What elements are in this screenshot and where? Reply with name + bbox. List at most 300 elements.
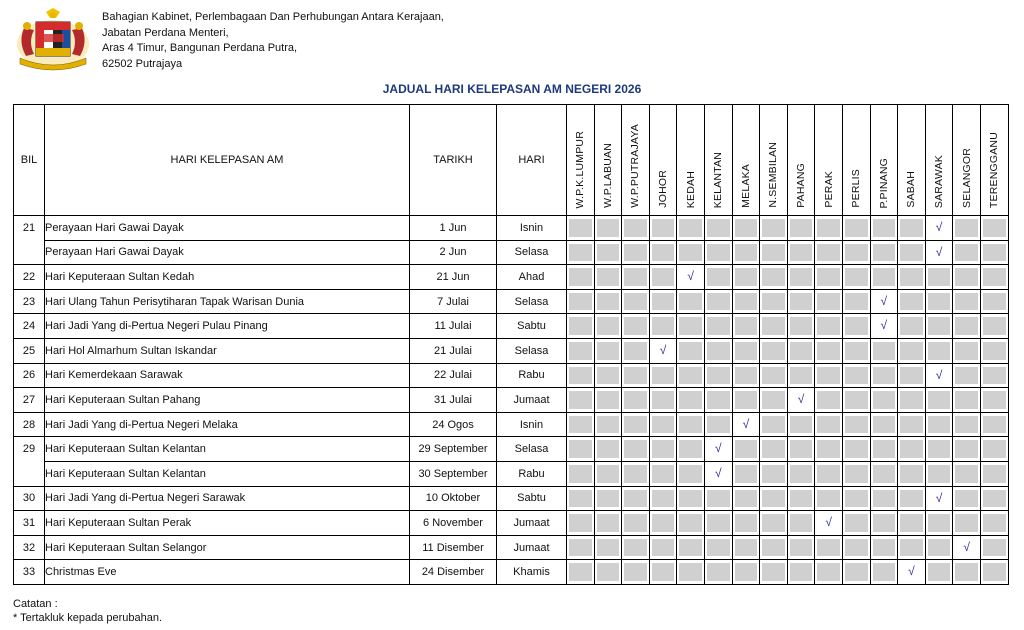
state-cell-fill bbox=[955, 563, 978, 581]
state-cell-fill bbox=[817, 367, 840, 385]
row-number: 24 bbox=[14, 314, 45, 339]
state-cell-fill bbox=[652, 244, 675, 262]
column-header-state bbox=[925, 105, 953, 216]
holiday-date: 21 Julai bbox=[410, 338, 497, 363]
state-cell bbox=[649, 216, 677, 241]
state-cell-fill bbox=[707, 490, 730, 508]
state-cell bbox=[649, 363, 677, 388]
state-cell-fill bbox=[900, 317, 923, 335]
state-cell-fill bbox=[652, 465, 675, 483]
state-cell-fill bbox=[873, 268, 896, 286]
holiday-name: Hari Hol Almarhum Sultan Iskandar bbox=[45, 338, 410, 363]
state-cell bbox=[870, 412, 898, 437]
state-cell-fill bbox=[955, 367, 978, 385]
state-cell bbox=[842, 388, 870, 413]
state-cell-fill bbox=[679, 293, 702, 311]
state-cell bbox=[760, 363, 788, 388]
state-label: KELANTAN bbox=[712, 151, 725, 208]
state-cell-fill bbox=[679, 244, 702, 262]
notes-item: * Tertakluk kepada perubahan. bbox=[13, 612, 163, 624]
state-cell bbox=[649, 461, 677, 486]
state-cell bbox=[815, 216, 843, 241]
state-cell-fill bbox=[983, 440, 1006, 458]
state-cell-fill bbox=[707, 391, 730, 409]
state-cell bbox=[815, 338, 843, 363]
state-cell-fill bbox=[597, 342, 620, 360]
table-row bbox=[14, 363, 1009, 388]
state-cell bbox=[567, 363, 595, 388]
column-header-date: TARIKH bbox=[410, 105, 497, 216]
row-number: 25 bbox=[14, 338, 45, 363]
state-cell-fill bbox=[955, 219, 978, 237]
state-cell-fill bbox=[845, 317, 868, 335]
state-cell bbox=[787, 240, 815, 265]
state-cell bbox=[842, 338, 870, 363]
state-cell bbox=[953, 412, 981, 437]
state-cell bbox=[870, 437, 898, 462]
state-cell bbox=[842, 363, 870, 388]
state-cell bbox=[760, 461, 788, 486]
state-cell bbox=[732, 486, 760, 511]
state-cell-fill bbox=[873, 514, 896, 532]
state-cell-fill bbox=[845, 342, 868, 360]
state-cell-fill bbox=[928, 514, 951, 532]
state-cell-fill bbox=[762, 440, 785, 458]
state-cell bbox=[815, 511, 843, 536]
table-row bbox=[14, 265, 1009, 290]
state-cell bbox=[787, 314, 815, 339]
state-cell bbox=[594, 240, 622, 265]
state-cell-fill bbox=[845, 244, 868, 262]
column-header-state bbox=[567, 105, 595, 216]
state-cell-fill bbox=[735, 219, 758, 237]
state-cell-fill bbox=[597, 440, 620, 458]
state-cell-fill bbox=[900, 539, 923, 557]
state-cell bbox=[622, 363, 650, 388]
holiday-name: Hari Jadi Yang di-Pertua Negeri Melaka bbox=[45, 412, 410, 437]
state-cell-fill bbox=[845, 391, 868, 409]
state-cell-fill bbox=[707, 514, 730, 532]
state-cell-fill bbox=[624, 391, 647, 409]
state-cell bbox=[953, 289, 981, 314]
state-cell-fill bbox=[790, 268, 813, 286]
state-cell bbox=[732, 265, 760, 290]
state-cell bbox=[898, 437, 926, 462]
state-cell-fill bbox=[735, 268, 758, 286]
column-header-state bbox=[704, 105, 732, 216]
state-cell-fill bbox=[900, 440, 923, 458]
holiday-date: 11 Julai bbox=[410, 314, 497, 339]
table-row bbox=[14, 388, 1009, 413]
state-cell-fill bbox=[707, 244, 730, 262]
state-cell bbox=[925, 216, 953, 241]
state-cell-fill bbox=[597, 539, 620, 557]
state-cell bbox=[622, 265, 650, 290]
state-cell bbox=[980, 412, 1008, 437]
state-cell-fill bbox=[928, 317, 951, 335]
state-cell bbox=[704, 511, 732, 536]
address-line: Jabatan Perdana Menteri, bbox=[102, 26, 229, 39]
holiday-day: Khamis bbox=[497, 560, 567, 585]
state-cell-fill bbox=[762, 342, 785, 360]
state-cell-fill bbox=[597, 268, 620, 286]
state-cell bbox=[787, 265, 815, 290]
state-label: PERAK bbox=[822, 171, 835, 208]
state-cell bbox=[953, 437, 981, 462]
state-cell bbox=[732, 289, 760, 314]
state-cell-fill bbox=[569, 490, 592, 508]
state-cell bbox=[594, 289, 622, 314]
holiday-day: Selasa bbox=[497, 338, 567, 363]
state-cell-fill bbox=[707, 563, 730, 581]
state-cell bbox=[677, 240, 705, 265]
state-cell bbox=[842, 535, 870, 560]
state-label: SELANGOR bbox=[960, 148, 973, 208]
state-cell-fill bbox=[762, 563, 785, 581]
row-number bbox=[14, 240, 45, 265]
state-cell-fill bbox=[900, 244, 923, 262]
state-cell-fill bbox=[983, 293, 1006, 311]
state-cell bbox=[787, 511, 815, 536]
state-cell bbox=[732, 461, 760, 486]
holiday-name: Hari Keputeraan Sultan Kelantan bbox=[45, 437, 410, 462]
checkmark-icon: √ bbox=[935, 244, 943, 259]
state-cell-fill bbox=[955, 391, 978, 409]
state-cell bbox=[594, 511, 622, 536]
state-cell-fill bbox=[790, 244, 813, 262]
state-cell-fill bbox=[762, 490, 785, 508]
state-cell-fill bbox=[817, 244, 840, 262]
state-cell bbox=[898, 511, 926, 536]
state-cell-fill bbox=[735, 465, 758, 483]
state-cell bbox=[870, 535, 898, 560]
holiday-date: 21 Jun bbox=[410, 265, 497, 290]
checkmark-icon: √ bbox=[880, 318, 888, 333]
state-cell-fill bbox=[845, 268, 868, 286]
state-cell-fill bbox=[900, 416, 923, 434]
table-row bbox=[14, 437, 1009, 462]
state-cell bbox=[953, 314, 981, 339]
holiday-name: Hari Kemerdekaan Sarawak bbox=[45, 363, 410, 388]
state-cell-fill bbox=[679, 219, 702, 237]
state-cell bbox=[594, 363, 622, 388]
state-cell-fill bbox=[652, 391, 675, 409]
state-cell-fill bbox=[707, 342, 730, 360]
state-cell-fill bbox=[679, 465, 702, 483]
state-cell-fill bbox=[735, 490, 758, 508]
state-cell bbox=[567, 486, 595, 511]
state-cell-fill bbox=[928, 440, 951, 458]
holiday-name: Perayaan Hari Gawai Dayak bbox=[45, 240, 410, 265]
state-cell-fill bbox=[873, 440, 896, 458]
state-cell bbox=[760, 240, 788, 265]
state-cell-fill bbox=[762, 416, 785, 434]
row-number: 22 bbox=[14, 265, 45, 290]
column-header-state bbox=[594, 105, 622, 216]
state-cell-fill bbox=[790, 293, 813, 311]
state-cell bbox=[870, 560, 898, 585]
state-cell-fill bbox=[790, 563, 813, 581]
state-cell-fill bbox=[983, 465, 1006, 483]
state-cell bbox=[732, 216, 760, 241]
state-cell bbox=[567, 388, 595, 413]
state-cell bbox=[870, 216, 898, 241]
state-cell-fill bbox=[817, 317, 840, 335]
state-cell bbox=[898, 486, 926, 511]
state-cell bbox=[567, 216, 595, 241]
state-label: MELAKA bbox=[739, 164, 752, 208]
state-cell-fill bbox=[928, 293, 951, 311]
state-cell bbox=[925, 265, 953, 290]
state-cell-fill bbox=[624, 490, 647, 508]
state-cell bbox=[842, 216, 870, 241]
state-cell bbox=[704, 388, 732, 413]
state-cell bbox=[649, 314, 677, 339]
state-cell bbox=[842, 560, 870, 585]
state-cell bbox=[842, 265, 870, 290]
state-cell-fill bbox=[983, 391, 1006, 409]
state-cell bbox=[649, 486, 677, 511]
state-cell-fill bbox=[679, 342, 702, 360]
state-cell bbox=[870, 314, 898, 339]
holiday-date: 29 September bbox=[410, 437, 497, 462]
state-cell-fill bbox=[900, 293, 923, 311]
state-cell bbox=[980, 363, 1008, 388]
holiday-date: 24 Ogos bbox=[410, 412, 497, 437]
state-cell bbox=[842, 314, 870, 339]
row-number: 23 bbox=[14, 289, 45, 314]
state-cell bbox=[898, 560, 926, 585]
state-cell bbox=[898, 240, 926, 265]
state-cell-fill bbox=[707, 268, 730, 286]
state-cell-fill bbox=[569, 293, 592, 311]
state-label: PAHANG bbox=[795, 163, 808, 208]
address-line: Aras 4 Timur, Bangunan Perdana Putra, bbox=[102, 42, 298, 54]
state-cell-fill bbox=[873, 465, 896, 483]
holiday-table bbox=[13, 104, 1009, 585]
state-cell-fill bbox=[790, 539, 813, 557]
state-cell bbox=[842, 289, 870, 314]
state-cell-fill bbox=[900, 514, 923, 532]
column-header-day: HARI bbox=[497, 105, 567, 216]
state-cell-fill bbox=[679, 440, 702, 458]
state-cell-fill bbox=[624, 539, 647, 557]
state-cell bbox=[732, 437, 760, 462]
state-cell bbox=[980, 240, 1008, 265]
state-cell bbox=[870, 486, 898, 511]
state-cell bbox=[732, 388, 760, 413]
state-cell bbox=[704, 216, 732, 241]
state-cell bbox=[953, 216, 981, 241]
holiday-name: Hari Jadi Yang di-Pertua Negeri Sarawak bbox=[45, 486, 410, 511]
state-cell bbox=[953, 535, 981, 560]
state-cell bbox=[567, 511, 595, 536]
state-cell bbox=[842, 437, 870, 462]
state-cell-fill bbox=[900, 342, 923, 360]
state-cell-fill bbox=[900, 490, 923, 508]
state-cell-fill bbox=[817, 563, 840, 581]
state-cell-fill bbox=[955, 244, 978, 262]
state-cell-fill bbox=[679, 391, 702, 409]
state-cell bbox=[567, 535, 595, 560]
state-cell bbox=[953, 388, 981, 413]
state-cell-fill bbox=[928, 465, 951, 483]
row-number: 29 bbox=[14, 437, 45, 462]
malaysia-coat-of-arms-logo bbox=[12, 8, 94, 74]
state-cell-fill bbox=[597, 391, 620, 409]
state-cell bbox=[787, 560, 815, 585]
state-cell bbox=[980, 289, 1008, 314]
state-cell bbox=[925, 363, 953, 388]
state-cell bbox=[649, 338, 677, 363]
state-cell-fill bbox=[624, 563, 647, 581]
state-cell bbox=[842, 461, 870, 486]
state-cell bbox=[704, 412, 732, 437]
holiday-date: 6 November bbox=[410, 511, 497, 536]
state-cell-fill bbox=[817, 490, 840, 508]
holiday-name: Hari Keputeraan Sultan Kelantan bbox=[45, 461, 410, 486]
state-cell-fill bbox=[569, 391, 592, 409]
state-cell-fill bbox=[955, 465, 978, 483]
state-cell-fill bbox=[597, 490, 620, 508]
state-cell-fill bbox=[873, 391, 896, 409]
holiday-name: Hari Ulang Tahun Perisytiharan Tapak Warisan Dunia bbox=[45, 289, 410, 314]
state-cell-fill bbox=[652, 539, 675, 557]
state-cell bbox=[925, 289, 953, 314]
state-cell bbox=[870, 265, 898, 290]
state-cell bbox=[649, 289, 677, 314]
state-cell bbox=[815, 412, 843, 437]
state-cell-fill bbox=[790, 367, 813, 385]
state-cell bbox=[898, 535, 926, 560]
holiday-date: 22 Julai bbox=[410, 363, 497, 388]
state-cell bbox=[980, 461, 1008, 486]
holiday-day: Ahad bbox=[497, 265, 567, 290]
state-cell-fill bbox=[652, 416, 675, 434]
state-cell bbox=[787, 412, 815, 437]
state-cell-fill bbox=[845, 293, 868, 311]
table-row bbox=[14, 289, 1009, 314]
state-cell bbox=[760, 511, 788, 536]
state-cell bbox=[787, 363, 815, 388]
column-header-state bbox=[953, 105, 981, 216]
state-cell bbox=[677, 560, 705, 585]
state-cell bbox=[649, 412, 677, 437]
state-cell bbox=[704, 486, 732, 511]
state-cell-fill bbox=[569, 440, 592, 458]
state-cell-fill bbox=[790, 342, 813, 360]
state-cell bbox=[815, 240, 843, 265]
column-header-state bbox=[898, 105, 926, 216]
state-cell bbox=[622, 535, 650, 560]
state-cell-fill bbox=[762, 514, 785, 532]
state-cell bbox=[760, 437, 788, 462]
state-cell-fill bbox=[873, 244, 896, 262]
state-cell-fill bbox=[624, 342, 647, 360]
state-cell bbox=[760, 265, 788, 290]
state-cell bbox=[760, 412, 788, 437]
state-cell-fill bbox=[735, 440, 758, 458]
holiday-day: Rabu bbox=[497, 363, 567, 388]
state-cell-fill bbox=[569, 342, 592, 360]
state-cell bbox=[594, 437, 622, 462]
state-cell bbox=[622, 437, 650, 462]
state-cell-fill bbox=[707, 219, 730, 237]
state-cell-fill bbox=[597, 514, 620, 532]
state-label: TERENGGANU bbox=[988, 131, 1001, 208]
state-cell bbox=[898, 412, 926, 437]
state-cell bbox=[870, 511, 898, 536]
state-cell-fill bbox=[928, 391, 951, 409]
table-row bbox=[14, 338, 1009, 363]
holiday-day: Jumaat bbox=[497, 388, 567, 413]
state-cell-fill bbox=[955, 268, 978, 286]
state-cell bbox=[925, 240, 953, 265]
state-cell bbox=[594, 265, 622, 290]
state-cell bbox=[704, 289, 732, 314]
state-cell bbox=[594, 486, 622, 511]
state-cell bbox=[649, 560, 677, 585]
state-cell-fill bbox=[790, 465, 813, 483]
state-cell bbox=[953, 363, 981, 388]
state-cell bbox=[925, 314, 953, 339]
state-cell-fill bbox=[790, 317, 813, 335]
checkmark-icon: √ bbox=[742, 416, 750, 431]
state-cell-fill bbox=[762, 244, 785, 262]
state-cell bbox=[677, 265, 705, 290]
state-cell-fill bbox=[569, 514, 592, 532]
holiday-day: Selasa bbox=[497, 437, 567, 462]
state-cell-fill bbox=[983, 514, 1006, 532]
state-cell-fill bbox=[624, 514, 647, 532]
state-cell-fill bbox=[762, 268, 785, 286]
state-cell-fill bbox=[624, 317, 647, 335]
state-cell-fill bbox=[735, 391, 758, 409]
state-cell-fill bbox=[928, 268, 951, 286]
state-cell-fill bbox=[762, 391, 785, 409]
checkmark-icon: √ bbox=[935, 367, 943, 382]
state-cell bbox=[704, 560, 732, 585]
state-cell bbox=[815, 289, 843, 314]
state-cell bbox=[980, 486, 1008, 511]
holiday-name: Perayaan Hari Gawai Dayak bbox=[45, 216, 410, 241]
table-row bbox=[14, 461, 1009, 486]
state-cell bbox=[622, 388, 650, 413]
state-cell-fill bbox=[928, 563, 951, 581]
table-row bbox=[14, 412, 1009, 437]
state-cell-fill bbox=[845, 465, 868, 483]
checkmark-icon: √ bbox=[963, 539, 970, 554]
state-cell-fill bbox=[817, 268, 840, 286]
holiday-name: Hari Jadi Yang di-Pertua Negeri Pulau Pinang bbox=[45, 314, 410, 339]
state-cell bbox=[732, 560, 760, 585]
state-cell bbox=[787, 289, 815, 314]
state-cell bbox=[760, 338, 788, 363]
state-cell-fill bbox=[679, 514, 702, 532]
state-cell bbox=[649, 437, 677, 462]
state-cell bbox=[677, 461, 705, 486]
document-title: JADUAL HARI KELEPASAN AM NEGERI 2026 bbox=[382, 82, 642, 96]
state-cell bbox=[594, 338, 622, 363]
state-cell-fill bbox=[624, 465, 647, 483]
state-cell-fill bbox=[900, 268, 923, 286]
state-cell bbox=[815, 388, 843, 413]
checkmark-icon: √ bbox=[687, 269, 694, 284]
state-cell bbox=[567, 265, 595, 290]
state-cell bbox=[787, 338, 815, 363]
state-cell-fill bbox=[873, 367, 896, 385]
state-cell bbox=[980, 511, 1008, 536]
